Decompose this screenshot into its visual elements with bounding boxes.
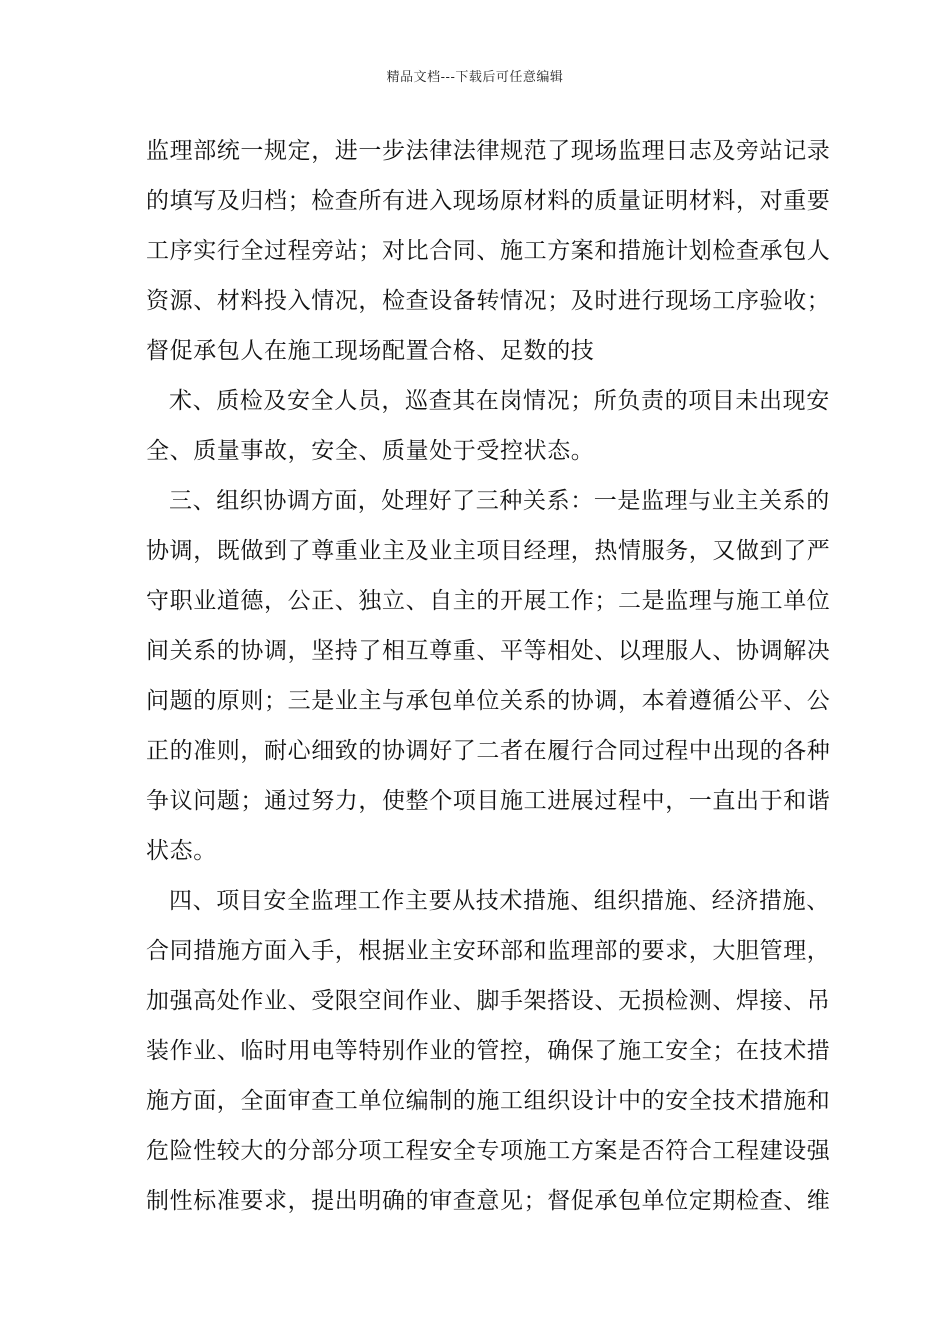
- text-line: 督促承包人在施工现场配置合格、足数的技: [146, 338, 595, 364]
- text-line: 守职业道德，公正、独立、自主的开展工作；二是监理与施工单位: [146, 588, 831, 614]
- text-line: 术、质检及安全人员，巡查其在岗情况；所负责的项目未出现安: [169, 388, 830, 414]
- text-line: 工序实行全过程旁站；对比合同、施工方案和措施计划检查承包人: [146, 238, 831, 264]
- text-line: 全、质量事故，安全、质量处于受控状态。: [146, 438, 595, 464]
- text-line: 资源、材料投入情况，检查设备转情况；及时进行现场工序验收；: [146, 288, 831, 314]
- text-line: 合同措施方面入手，根据业主安环部和监理部的要求，大胆管理，: [146, 938, 831, 964]
- text-line: 协调，既做到了尊重业主及业主项目经理，热情服务，又做到了严: [146, 538, 831, 564]
- paragraph-start: 三、组织协调方面，处理好了三种关系：一是监理与业主关系的: [169, 488, 830, 514]
- text-line: 装作业、临时用电等特别作业的管控，确保了施工安全；在技术措: [146, 1038, 831, 1064]
- text-line: 监理部统一规定，进一步法律法律规范了现场监理日志及旁站记录: [146, 138, 831, 164]
- text-line: 状态。: [146, 838, 217, 864]
- document-body: [146, 126, 831, 1226]
- text-line: 问题的原则；三是业主与承包单位关系的协调，本着遵循公平、公: [146, 688, 831, 714]
- page-header: 精品文档---下载后可任意编辑: [386, 70, 564, 85]
- text-line: 争议问题；通过努力，使整个项目施工进展过程中，一直出于和谐: [146, 788, 831, 814]
- text-line: 施方面，全面审查工单位编制的施工组织设计中的安全技术措施和: [146, 1088, 831, 1114]
- text-line: 正的准则，耐心细致的协调好了二者在履行合同过程中出现的各种: [146, 738, 831, 764]
- paragraph-start: 四、项目安全监理工作主要从技术措施、组织措施、经济措施、: [169, 888, 830, 914]
- text-line: 危险性较大的分部分项工程安全专项施工方案是否符合工程建设强: [146, 1138, 831, 1164]
- text-line: 制性标准要求，提出明确的审查意见；督促承包单位定期检查、维: [146, 1188, 831, 1214]
- text-line: 加强高处作业、受限空间作业、脚手架搭设、无损检测、焊接、吊: [146, 988, 831, 1014]
- text-line: 的填写及归档；检查所有进入现场原材料的质量证明材料，对重要: [146, 188, 831, 214]
- text-line: 间关系的协调，坚持了相互尊重、平等相处、以理服人、协调解决: [146, 638, 831, 664]
